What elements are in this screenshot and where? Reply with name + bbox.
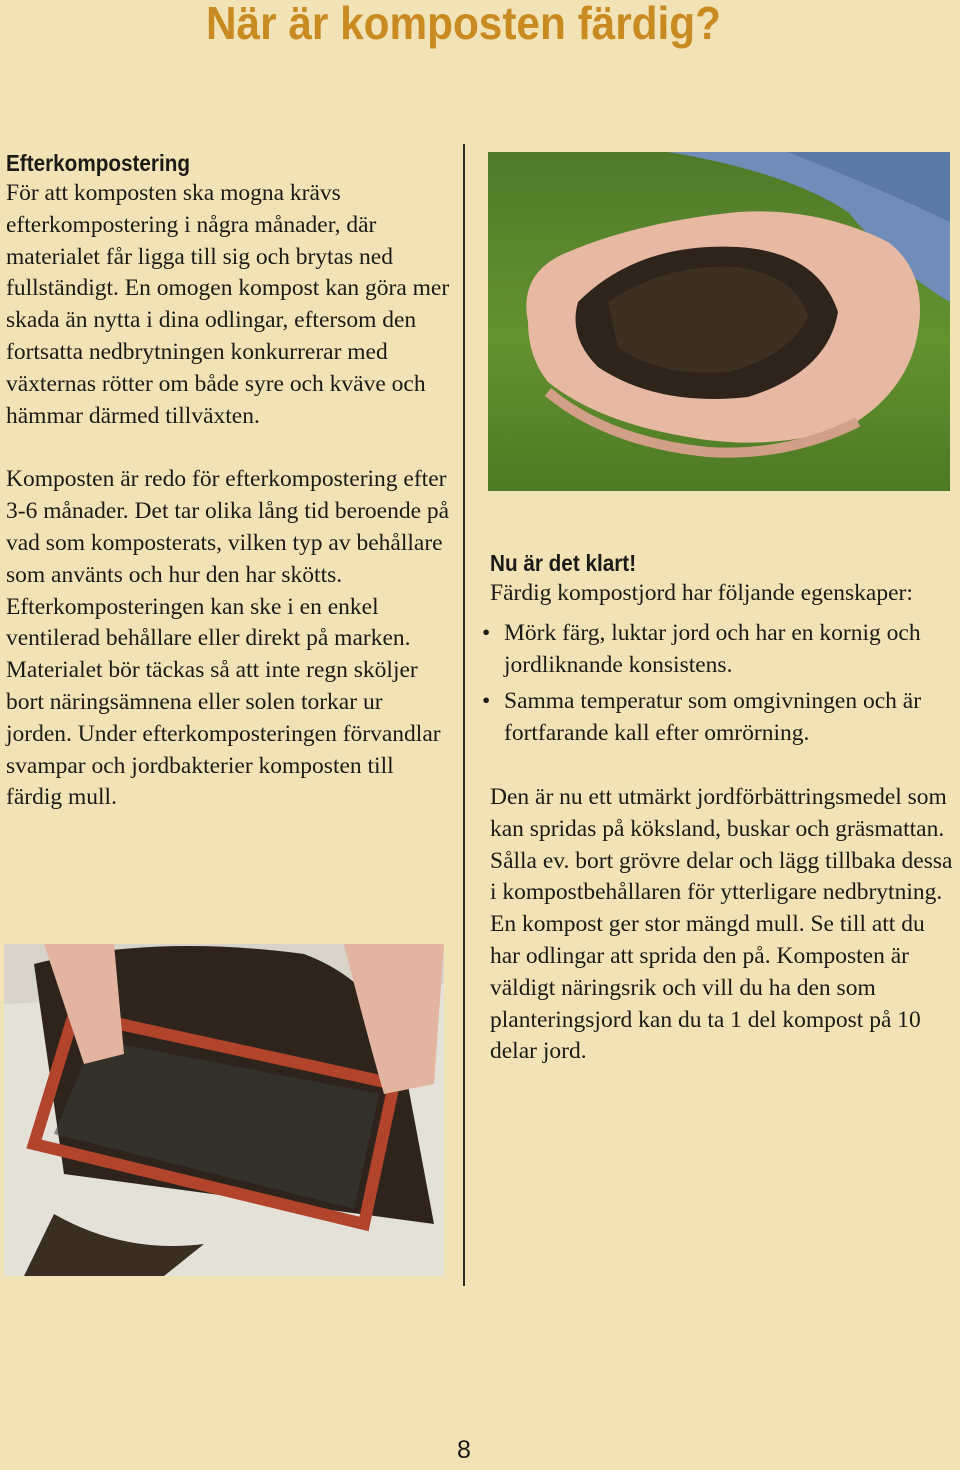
bullet-icon: • [482,688,491,715]
paragraph-redo: Komposten är redo för efterkompostering efter 3-6 månader. Det tar olika lång tid beroende på vad som komposterats, vilken typ av behållare som använts och hur den har skötts. Efterkomposteringen kan ske i en enkel ventilerad behållare eller direkt på marken. Materialet bör täckas så att inte regn sköljer bort näringsämnena eller solen torkar ur jorden. Under efterkomposteringen förvandlar svampar och jordbakterier komposten till färdig mull. [6,466,450,811]
paragraph-intro: Färdig kompostjord har följande egenskaper: [490,580,913,606]
list-item-text: Samma temperatur som omgivningen och är fortfarande kall efter omrörning. [504,688,922,747]
list-item [482,618,955,682]
photo-hands-compost [488,152,950,491]
page-title: När är komposten färdig? [206,0,721,49]
bullet-icon: • [482,619,491,646]
left-column [6,148,451,814]
list-item [482,686,955,750]
photo-hands-compost-illustration [488,152,950,491]
page-number: 8 [457,1436,471,1464]
right-column [482,548,955,1068]
photo-sieve-compost [4,944,444,1276]
list-item-text: Mörk färg, luktar jord och har en kornig och jordliknande konsistens. [504,619,921,678]
paragraph-efterkompostering: För att komposten ska mogna krävs efterkompostering i några månader, där materialet får ligga till sig och brytas ned fullständigt. En omogen kompost kan göra mer skada än nytta i dina odlingar, eftersom den fortsatta nedbrytningen konkurrerar med växternas rötter om både syre och kväve och hämmar därmed tillväxten. [6,180,450,429]
paragraph-jordforbattring: Den är nu ett utmärkt jordförbättringsmedel som kan spridas på köksland, buskar och gräsmattan. Sålla ev. bort grövre delar och lägg tillbaka dessa i kompostbehållaren för ytterligare nedbrytning. En kompost ger stor mängd mull. Se till att du har odlingar att sprida den på. Komposten är väldigt näringsrik och vill du ha den som planteringsjord kan du ta 1 del kompost på 10 delar jord. [490,783,953,1065]
column-divider [463,144,465,1286]
bullet-list [482,618,955,750]
section-heading-efterkompostering: Efterkompostering [6,150,191,176]
photo-sieve-compost-illustration [4,944,444,1276]
section-heading-klart: Nu är det klart! [490,550,637,576]
